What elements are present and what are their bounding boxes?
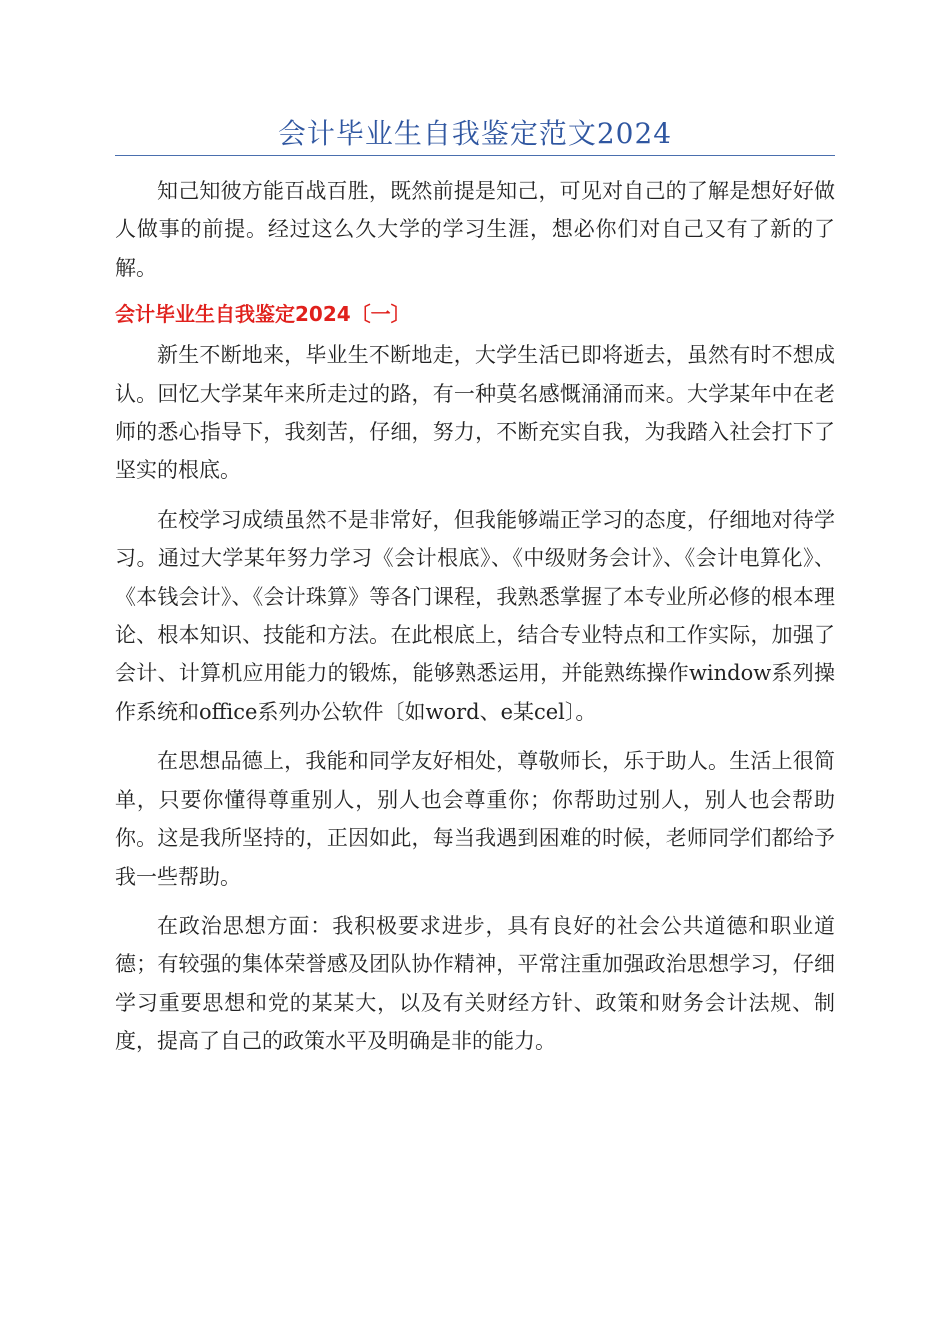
document-body — [115, 172, 835, 1072]
section-heading: 会计毕业生自我鉴定2024〔一〕 — [115, 302, 411, 327]
title-underline — [115, 155, 835, 156]
body-paragraph-3: 在思想品德上，我能和同学友好相处，尊敬师长，乐于助人。生活上很简单，只要你懂得尊重别人，别人也会尊重你；你帮助过别人，别人也会帮助你。这是我所坚持的，正因如此，每当我遇到困难的时候，老师同学们都给予我一些帮助。 — [115, 749, 835, 889]
intro-paragraph: 知己知彼方能百战百胜，既然前提是知己，可见对自己的了解是想好好做人做事的前提。经过这么久大学的学习生涯，想必你们对自己又有了新的了解。 — [115, 179, 835, 280]
body-paragraph-1: 新生不断地来，毕业生不断地走，大学生活已即将逝去，虽然有时不想成认。回忆大学某年来所走过的路，有一种莫名感慨涌涌而来。大学某年中在老师的悉心指导下，我刻苦，仔细，努力，不断充实自我，为我踏入社会打下了坚实的根底。 — [115, 343, 835, 483]
body-paragraph-4: 在政治思想方面：我积极要求进步，具有良好的社会公共道德和职业道德；有较强的集体荣誉感及团队协作精神，平常注重加强政治思想学习，仔细学习重要思想和党的某某大，以及有关财经方针、政策和财务会计法规、制度，提高了自己的政策水平及明确是非的能力。 — [115, 913, 835, 1054]
body-paragraph-2: 在校学习成绩虽然不是非常好，但我能够端正学习的态度，仔细地对待学习。通过大学某年努力学习《会计根底》、《中级财务会计》、《会计电算化》、《本钱会计》、《会计珠算》等各门课程，我熟悉掌握了本专业所必修的根本理论、根本知识、技能和方法。在此根底上，结合专业特点和工作实际，加强了会计、计算机应用能力的锻炼，能够熟悉运用，并能熟练操作window系列操作系统和office系列办公软件〔如word、e某cel〕。 — [115, 507, 835, 724]
document-title: 会计毕业生自我鉴定范文2024 — [277, 117, 673, 150]
